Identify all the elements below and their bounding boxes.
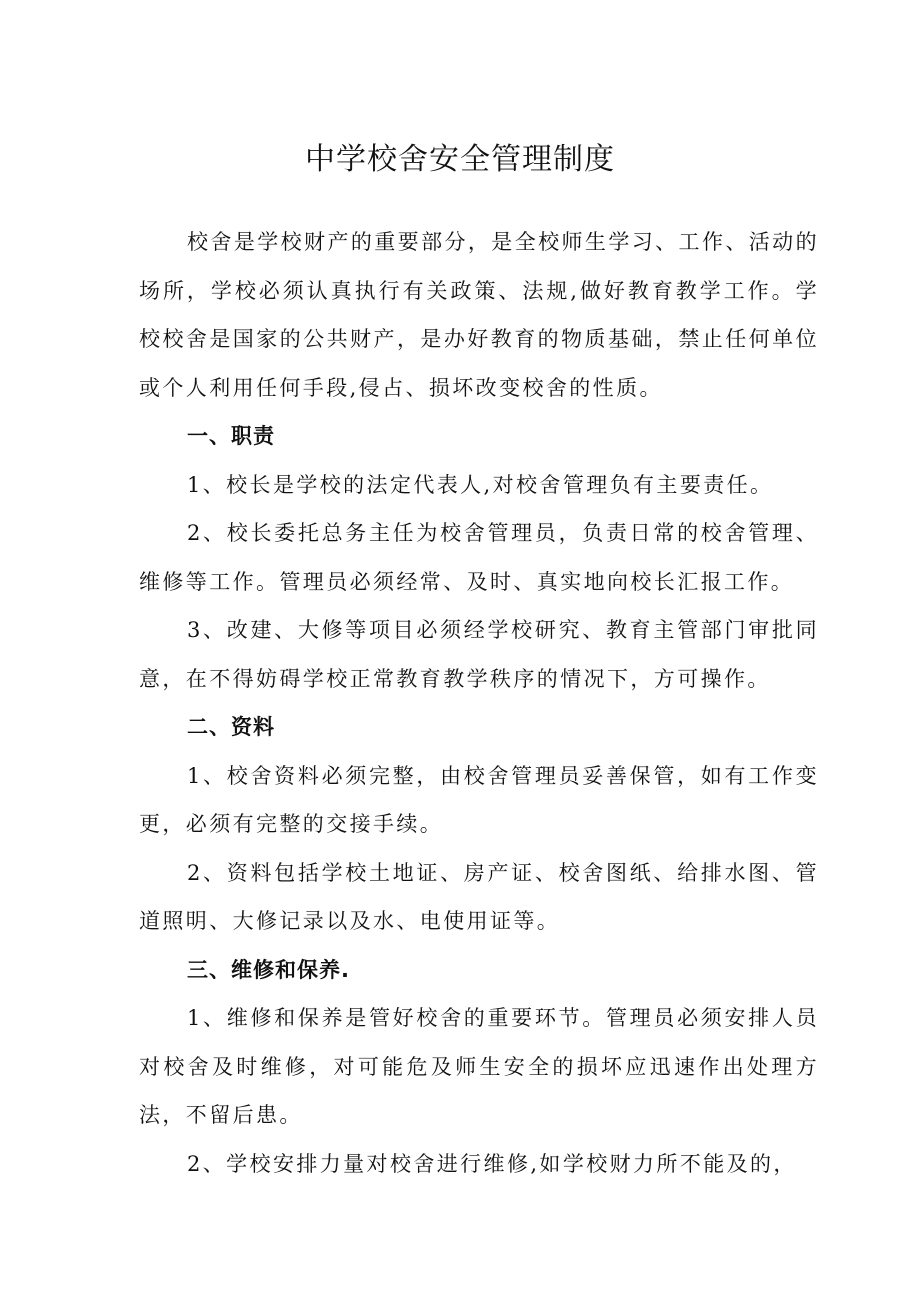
document-title: 中学校舍安全管理制度 [305,142,615,177]
duties-item-2: 2、校长委托总务主任为校舍管理员，负责日常的校舍管理、维修等工作。管理员必须经常、及时、真实地向校长汇报工作。 [139,521,819,594]
document-body [139,218,819,1188]
intro-paragraph: 校舍是学校财产的重要部分，是全校师生学习、工作、活动的场所，学校必须认真执行有关政策、法规,做好教育教学工作。学校校舍是国家的公共财产，是办好教育的物质基础，禁止任何单位或个人利用任何手段,侵占、损坏改变校舍的性质。 [139,230,819,400]
section-heading-maintenance: 三、维修和保养. [187,957,350,982]
records-item-1: 1、校舍资料必须完整，由校舍管理员妥善保管，如有工作变更，必须有完整的交接手续。 [139,763,819,836]
maintenance-item-2: 2、学校安排力量对校舍进行维修,如学校财力所不能及的， [187,1151,797,1176]
duties-item-1: 1、校长是学校的法定代表人,对校舍管理负有主要责任。 [187,472,774,497]
records-item-2: 2、资料包括学校土地证、房产证、校舍图纸、给排水图、管道照明、大修记录以及水、电使用证等。 [139,860,819,933]
section-heading-records: 二、资料 [187,715,275,739]
duties-item-3: 3、改建、大修等项目必须经学校研究、教育主管部门审批同意，在不得妨碍学校正常教育教学秩序的情况下，方可操作。 [139,618,819,691]
maintenance-item-1: 1、维修和保养是管好校舍的重要环节。管理员必须安排人员对校舍及时维修，对可能危及师生安全的损坏应迅速作出处理方法，不留后患。 [139,1006,819,1127]
section-heading-duties: 一、职责 [187,424,275,448]
